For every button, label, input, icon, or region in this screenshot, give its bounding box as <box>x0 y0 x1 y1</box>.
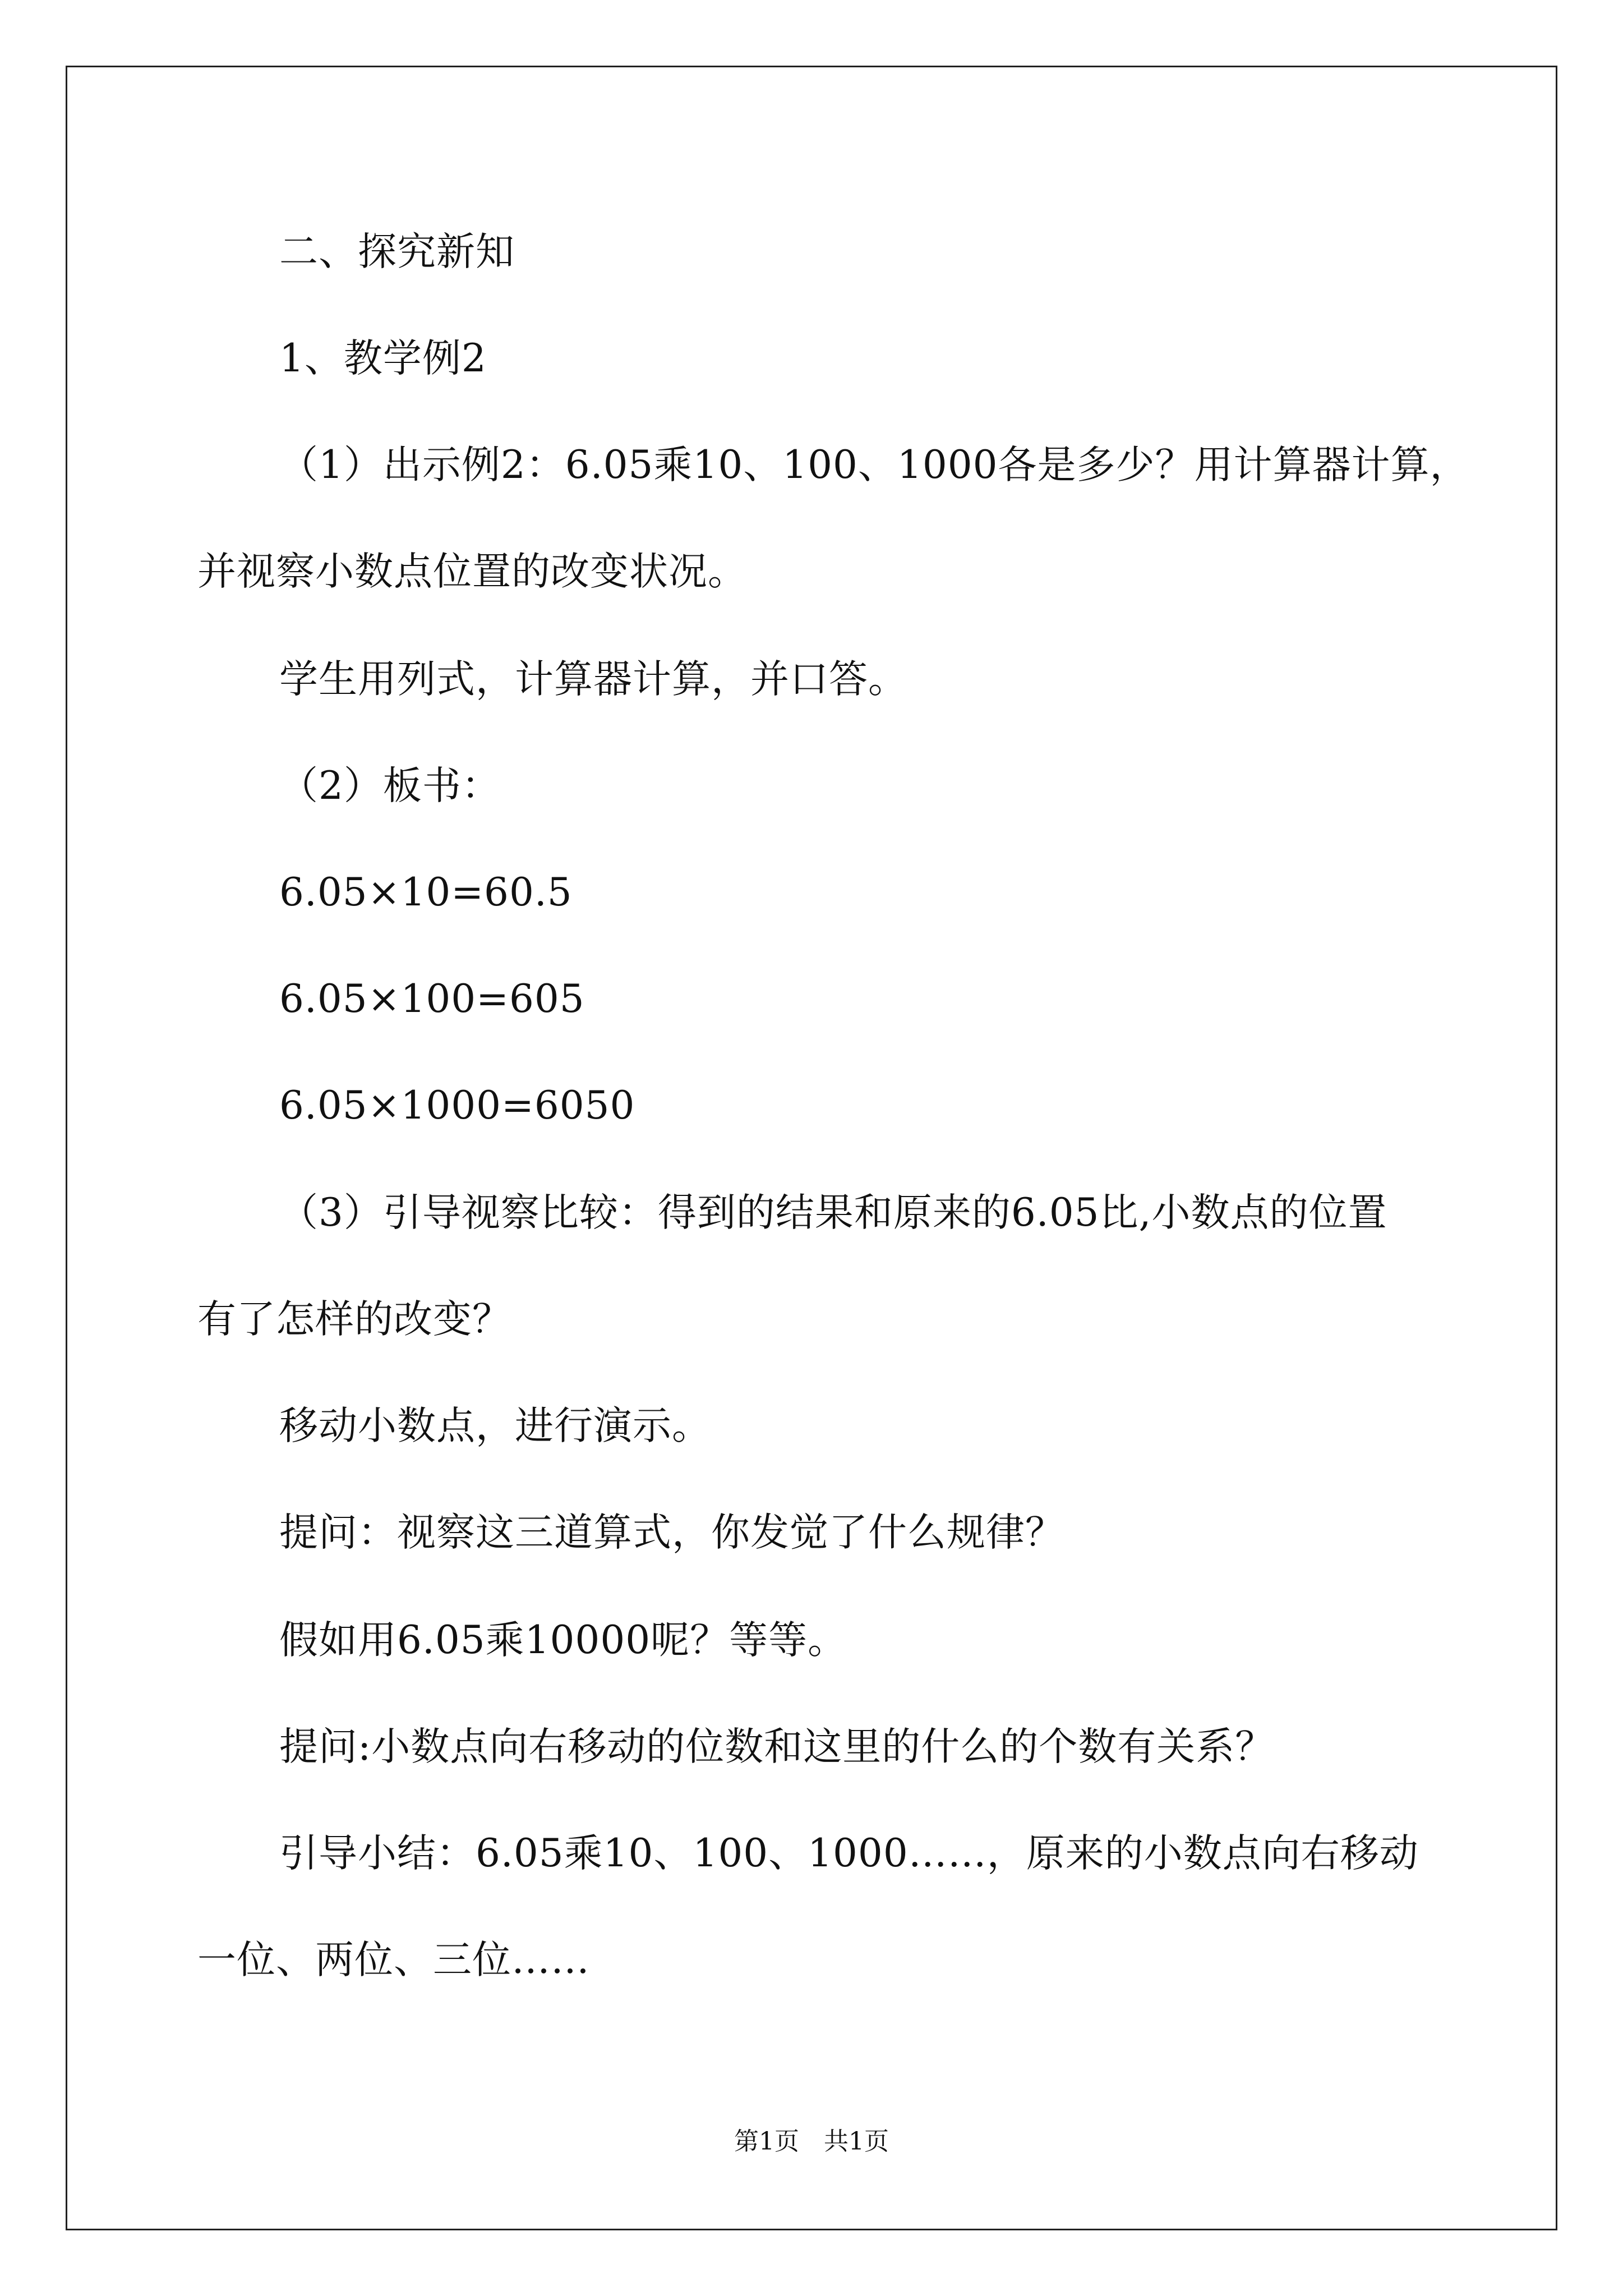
subsection-heading: 1、教学例2 <box>279 336 487 381</box>
paragraph-line: 一位、两位、三位…… <box>197 1938 590 1982</box>
section-heading: 二、探究新知 <box>279 229 515 274</box>
paragraph-line: 有了怎样的改变？ <box>197 1297 511 1342</box>
equation-line: 6.05×100=605 <box>279 977 585 1022</box>
paragraph-line: 提问:小数点向右移动的位数和这里的什么的个数有关系？ <box>279 1724 1275 1769</box>
page-number-footer: 第1页 共1页 <box>734 2127 889 2156</box>
equation-line: 6.05×1000=6050 <box>279 1083 635 1128</box>
paragraph-line: 并视察小数点位置的改变状况。 <box>197 549 747 594</box>
paragraph-line: （2）板书： <box>279 763 501 808</box>
paragraph-line: 提问：视察这三道算式，你发觉了什么规律？ <box>279 1510 1064 1555</box>
paragraph-line: 引导小结：6.05乘10、100、1000……，原来的小数点向右移动 <box>279 1831 1419 1876</box>
page-border <box>66 66 1557 2230</box>
paragraph-line: （3）引导视察比较：得到的结果和原来的6.05比,小数点的位置 <box>279 1190 1387 1235</box>
paragraph-line: 学生用列式，计算器计算，并口答。 <box>279 657 907 702</box>
equation-line: 6.05×10=60.5 <box>279 870 573 915</box>
paragraph-line: （1）出示例2：6.05乘10、100、1000各是多少？用计算器计算， <box>279 443 1469 487</box>
paragraph-line: 假如用6.05乘10000呢？等等。 <box>279 1618 847 1663</box>
paragraph-line: 移动小数点，进行演示。 <box>279 1404 711 1448</box>
